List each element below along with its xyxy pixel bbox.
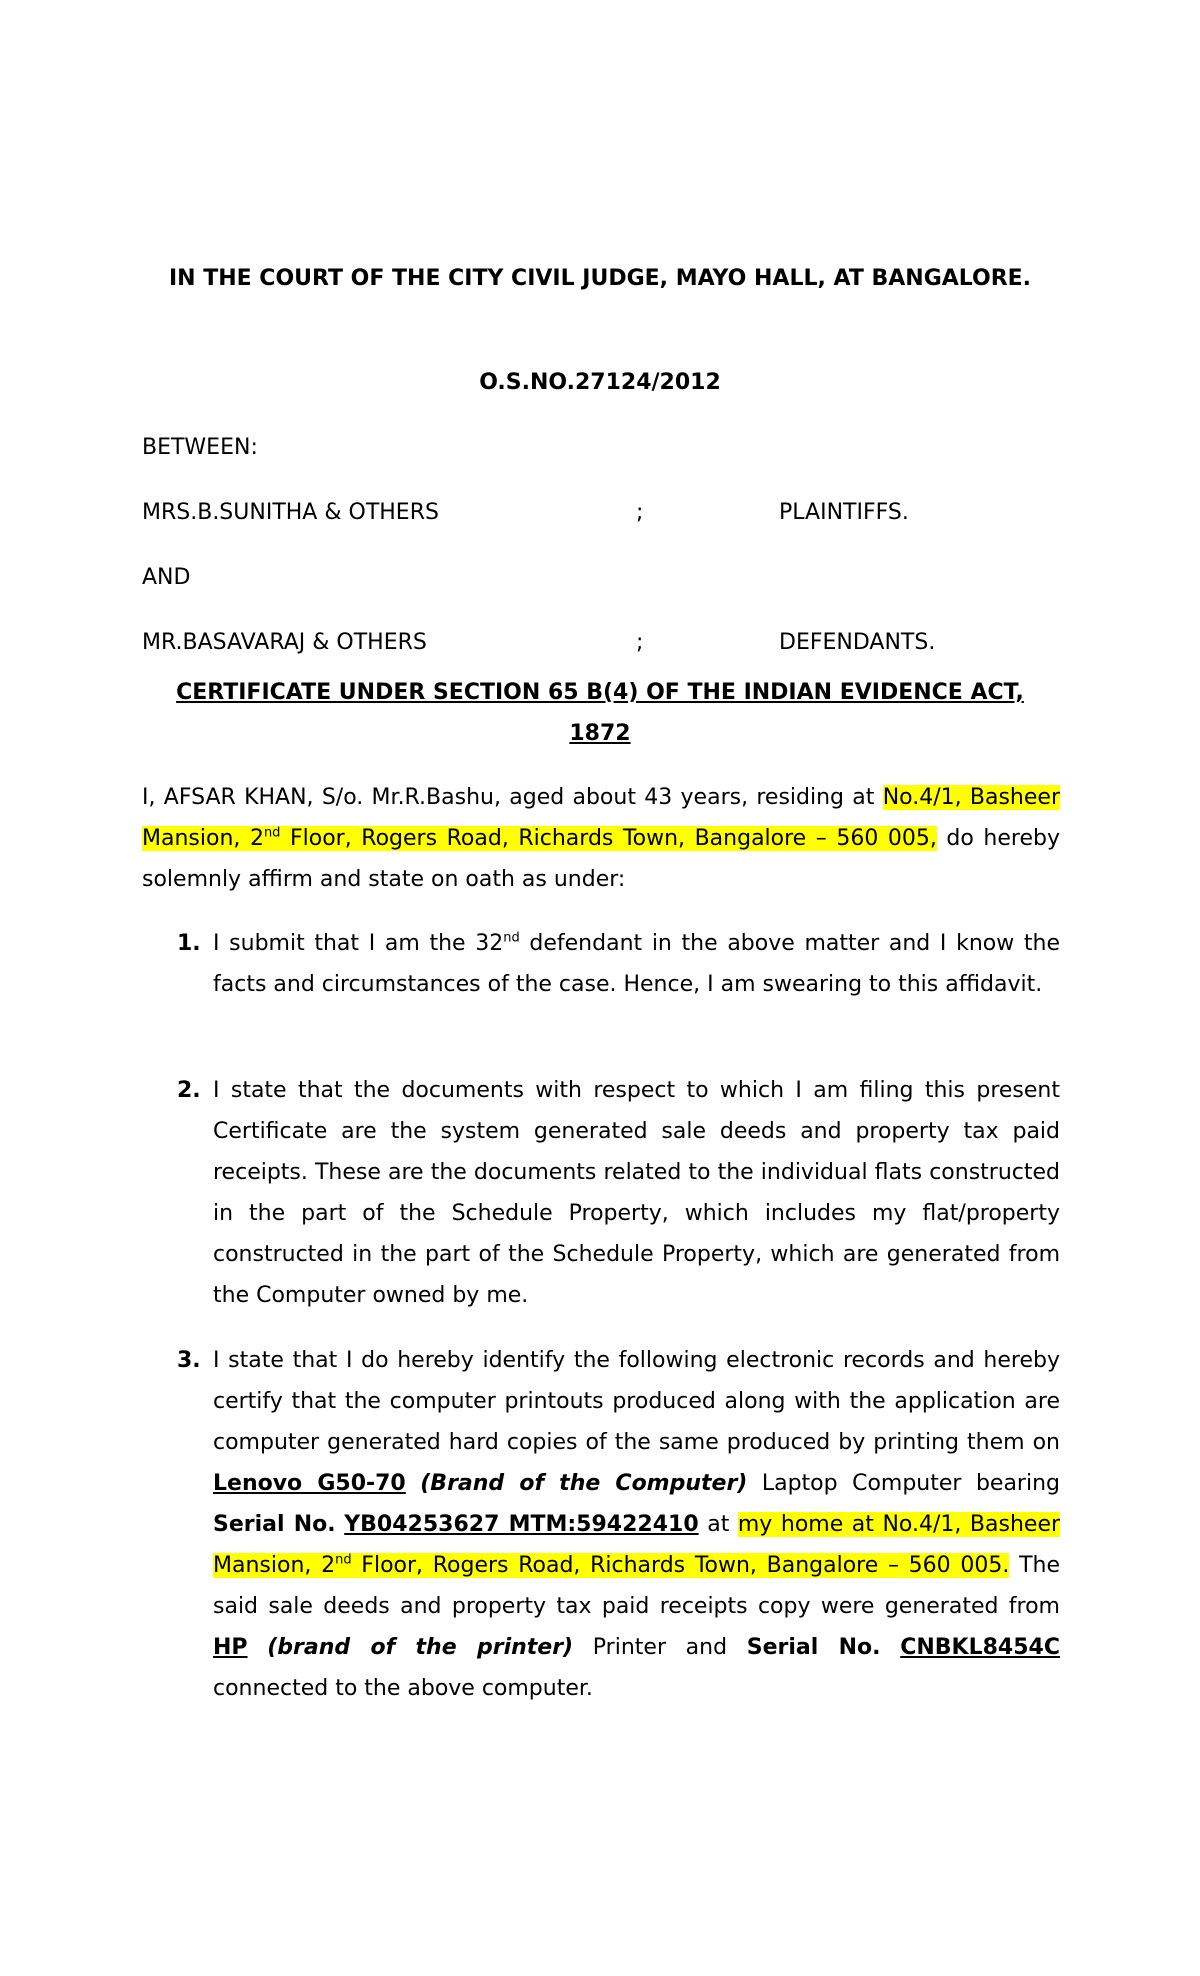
and-label: AND	[142, 565, 191, 590]
defendant-role: DEFENDANTS.	[779, 630, 936, 655]
home-address-b: Floor, Rogers Road, Richards Town, Bangalore – 560 005.	[351, 1553, 1010, 1578]
printer-brand-note: (brand of the printer)	[267, 1635, 574, 1660]
item1-text-a: I submit that I am the 32	[213, 931, 504, 956]
item3-text-6: The said sale deeds and property tax paid receipts copy were generated from	[213, 1553, 1061, 1619]
item-text	[213, 1340, 1060, 1709]
home-address-a: my home at No.4/1, Basheer Mansion, 2	[213, 1512, 1061, 1578]
list-item-2	[142, 1070, 1060, 1316]
item3-text-3: Laptop Computer bearing	[747, 1471, 1060, 1496]
item1-text-b: defendant in the above matter and I know the facts and circumstances of the case. Hence, I am swearing to this affidavit.	[213, 931, 1060, 997]
item-text	[213, 923, 1060, 1005]
case-number: O.S.NO.27124/2012	[479, 370, 721, 395]
intro-paragraph	[142, 777, 1060, 900]
serial-number-1: YB04253627 MTM:59422410	[344, 1512, 699, 1537]
spacer-text	[248, 1635, 268, 1660]
item-number: 2.	[177, 1078, 201, 1103]
item-number: 1.	[177, 931, 201, 956]
item3-text-1: I state that I do hereby identify the following electronic records and hereby certify that the computer printouts produced along with the application are computer generated hard copies of the same produced by printing them on	[213, 1348, 1060, 1455]
item-text: I state that the documents with respect to which I am filing this present Certificate are the system generated sale deeds and property tax paid receipts. These are the documents related to the individual flats constructed in the part of the Schedule Property, which includes my flat/property constructed in the part of the Schedule Property, which are generated from the Computer owned by me.	[213, 1078, 1060, 1308]
spacer-text	[336, 1512, 345, 1537]
home-address-sup: nd	[335, 1552, 352, 1568]
item3-text-5: at	[698, 1512, 738, 1537]
printer-brand: HP	[213, 1635, 248, 1660]
between-label: BETWEEN:	[142, 435, 258, 460]
intro-address-b: Floor, Rogers Road, Richards Town, Bangalore – 560 005,	[280, 826, 937, 851]
plaintiff-name: MRS.B.SUNITHA & OTHERS	[142, 500, 439, 525]
item3-text-10: connected to the above computer.	[213, 1676, 593, 1701]
item1-sup: nd	[503, 930, 520, 946]
serial-label-2: Serial No.	[746, 1635, 881, 1660]
computer-model: Lenovo G50-70	[213, 1471, 406, 1496]
intro-tail: do hereby solemnly affirm and state on oath as under:	[142, 826, 1060, 892]
serial-label-1: Serial No.	[213, 1512, 336, 1537]
court-title: IN THE COURT OF THE CITY CIVIL JUDGE, MAYO HALL, AT BANGALORE.	[168, 266, 1032, 291]
spacer-text	[406, 1471, 421, 1496]
intro-lead: I, AFSAR KHAN, S/o. Mr.R.Bashu, aged about 43 years, residing at	[142, 785, 883, 810]
list-item-1	[142, 923, 1060, 1005]
certificate-title: CERTIFICATE UNDER SECTION 65 B(4) OF THE INDIAN EVIDENCE ACT, 1872	[176, 680, 1024, 746]
item3-text-8: Printer and	[573, 1635, 747, 1660]
plaintiff-role: PLAINTIFFS.	[779, 500, 909, 525]
intro-address-sup: nd	[263, 825, 281, 841]
serial-number-2: CNBKL8454C	[900, 1635, 1060, 1660]
list-item-3	[142, 1340, 1060, 1709]
intro-address-a: No.4/1, Basheer Mansion, 2	[142, 785, 1060, 851]
plaintiff-separator: ;	[636, 500, 644, 525]
spacer-text	[881, 1635, 901, 1660]
defendant-separator: ;	[636, 630, 644, 655]
defendant-name: MR.BASAVARAJ & OTHERS	[142, 630, 427, 655]
computer-brand-note: (Brand of the Computer)	[420, 1471, 748, 1496]
item-number: 3.	[177, 1348, 201, 1373]
